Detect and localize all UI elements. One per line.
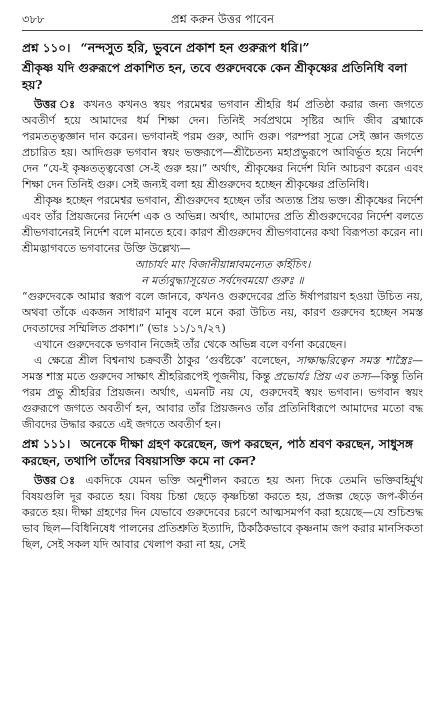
page-number: ৩৮৮ xyxy=(22,12,45,26)
question-110-quote: “নন্দসুত হরি, ভুবনে প্রকাশ হন গুরুরূপ ধরি।” xyxy=(80,40,310,55)
sanskrit-verse-line-2: ন মর্ত্যবুদ্ধ্যাসূয়েত সর্বদেবময়ো গুরুঃ ॥ xyxy=(141,274,304,287)
answer-111-text-1: একদিকে যেমন ভক্তি অনুশীলন করতে হয় অন্য দিকে তেমনি ভক্তিবহির্মুখ বিষয়গুলি দূর করতে হয়। বিষয় চিন্তা ছেড়ে কৃষ্ণচিন্তা করতে হয়, প্রজল্প ছেড়ে জপ-কীর্তন করতে হয়। দীক্ষা গ্রহণের দিন যেভাবে গুরুদেবের চরণে আত্মসমর্পণ করা হয়েছে—যে শুচিশুদ্ধ ভাব ছিল—বিধিনিষেধ পালনের প্রতিশ্রুতি ইত্যাদি, ঠিকঠিকভাবে কৃষ্ণনাম জপ করার মানসিকতা ছিল, সেই সকল যদি আবার খেলাপ করা না হয়, সেই xyxy=(22,474,423,551)
page-header xyxy=(22,8,423,31)
answer-110-text-1: কখনও কখনও স্বয়ং পরমেশ্বর ভগবান শ্রীহরি ধর্ম প্রতিষ্ঠা করার জন্য জগতে অবতীর্ণ হয়ে আমাদের ধর্ম শিক্ষা দেন। তিনিই সর্বপ্রথমে সৃষ্টির আদি জীব ব্রহ্মাকে পরমতত্ত্বজ্ঞান দান করেন। ভগবানই পরম গুরু, আদি গুরু। পরম্পরা সূত্রে সেই জ্ঞান জগতে প্রচারিত হয়। আদিগুরু ভগবান স্বয়ং ভক্তরূপে—শ্রীচৈতন্য মহাপ্রভুরূপে আবির্ভূত হয়ে নির্দেশ দেন “যে-ই কৃষ্ণতত্ত্ববেত্তা সে-ই গুরু হয়।” অর্থাৎ, শ্রীকৃষ্ণের নির্দেশ যিনি আচরণ করেন এবং শিক্ষা দেন তিনিই গুরু। সেই জন্যই বলা হয় শ্রীগুরুদেব হচ্ছেন শ্রীকৃষ্ণের প্রতিনিধি। xyxy=(22,98,423,191)
question-110-number: প্রশ্ন ১১০। xyxy=(22,41,71,55)
question-110-text: শ্রীকৃষ্ণ যদি গুরুরূপে প্রকাশিত হন, তবে গুরুদেবকে কেন শ্রীকৃষ্ণের প্রতিনিধি বলা হয়? xyxy=(22,61,408,92)
sanskrit-quote-2: প্রভোর্যঃ প্রিয় এব তস্য xyxy=(273,370,370,383)
running-title: প্রশ্ন করুন উত্তর পাবেন xyxy=(170,12,275,26)
answer-110-paragraph-2: শ্রীকৃষ্ণ হচ্ছেন পরমেশ্বর ভগবান, শ্রীগুরুদেব হচ্ছেন তাঁর অত্যন্ত প্রিয় ভক্ত। শ্রীকৃষ্ণের নির্দেশ এবং তাঁর প্রিয়জনের নির্দেশ এক ও অভিন্ন। অর্থাৎ, আমাদের প্রতি শ্রীগুরুদেবের নির্দেশ বলতে শ্রীভগবানেরই নির্দেশ বলে মানতে হবে। কারণ শ্রীগুরুদেব শ্রীভগবানের কথা বিরূপতা করেন না। শ্রীমদ্ভাগবতে ভগবানের উক্তি উল্লেখ্য— xyxy=(22,194,423,255)
answer-label: উত্তর ঃ xyxy=(34,474,79,487)
answer-110-paragraph-5 xyxy=(22,353,423,433)
answer-110-text-5a: এ ক্ষেত্রে শ্রীল বিশ্বনাথ চক্রবর্তী ঠাকুর ‘গুর্বষ্টকে’ বলেছেন, xyxy=(34,354,291,367)
answer-110-paragraph-3: “গুরুদেবকে আমার স্বরূপ বলে জানবে, কখনও গুরুদেবের প্রতি ঈর্ষাপরায়ণ হওয়া উচিত নয়, অথবা তাঁকে একজন সাধারণ মানুষ বলে মনে করা উচিত নয়, কারণ গুরুদেব হচ্ছেন সমস্ত দেবতাদের সম্মিলিত প্রকাশ।” (ভাঃ ১১/১৭/২৭) xyxy=(22,290,423,335)
answer-110-paragraph-1 xyxy=(22,97,423,193)
question-110-heading xyxy=(22,39,423,57)
sanskrit-quote-1: সাক্ষাদ্ধরিত্বেন সমস্ত শাস্ত্রৈঃ xyxy=(295,354,413,367)
answer-110-text-5c: —সমস্ত শাস্ত্র মতে গুরুদেব সাক্ষাৎ শ্রীহরিরূপেই পূজনীয়, কিন্তু xyxy=(22,354,423,383)
answer-111-paragraph-1 xyxy=(22,473,423,553)
sanskrit-verse-line-1: আচার্যং মাং বিজানীয়ান্নাবমন্যেত কর্হিচিৎ। xyxy=(134,258,311,271)
question-111-text: অনেকে দীক্ষা গ্রহণ করেছেন, জপ করছেন, পাঠ শ্রবণ করছেন, সাধুসঙ্গ করছেন, তথাপি তাঁদের বিষয়াসক্তি কমে না কেন? xyxy=(22,437,413,468)
question-111-heading xyxy=(22,436,423,470)
question-111-number: প্রশ্ন ১১১। xyxy=(22,437,71,451)
answer-110-paragraph-4: এখানে গুরুদেবকে ভগবান নিজেই তাঁর থেকে অভিন্ন বলে বর্ণনা করেছেন। xyxy=(34,338,347,351)
answer-110-text-5e: —কিন্তু তিনি পরম প্রভু শ্রীহরির প্রিয়জন। অর্থাৎ, এমনটি নয় যে, গুরুদেবই স্বয়ং ভগবান। ভগবান স্বয়ং গুরুরূপে জগতে অবতীর্ণ হন, আবার তাঁর প্রিয়জনও তাঁর প্রতিনিধিরূপে আমাদের মতো বদ্ধ জীবদের উদ্ধার করতে এই জগতে অবতীর্ণ হন। xyxy=(22,370,423,431)
answer-label: উত্তর ঃ xyxy=(34,98,78,111)
